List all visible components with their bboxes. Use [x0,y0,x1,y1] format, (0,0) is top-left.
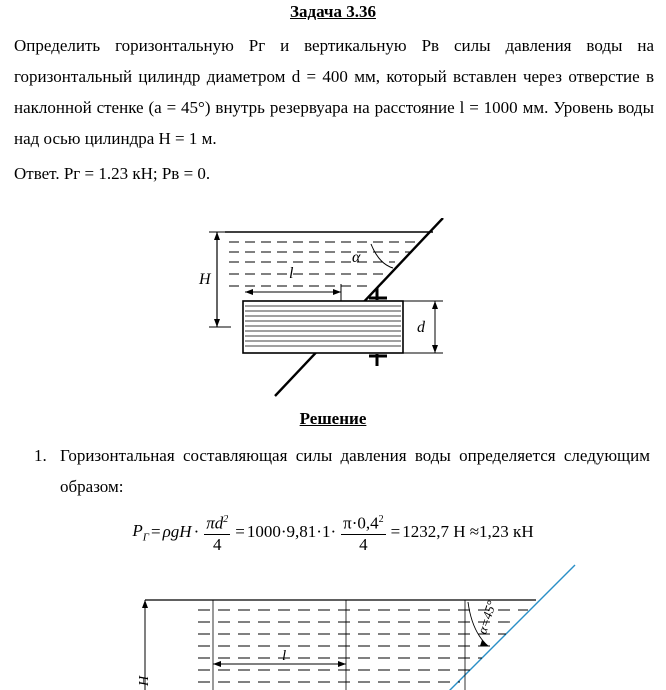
step-text: Горизонтальная составляющая силы давления воды определяется следующим образом: [60,446,650,496]
diagram1-d-label: d [417,319,425,336]
equals-sign: = [151,522,161,542]
diagram2-l-label: l [282,648,287,664]
step-number: 1. [34,446,47,465]
formula-lhs: $P_Г$ [132,521,150,544]
dot-sign: · [193,522,200,542]
problem-title: Задача 3.36 [290,2,376,21]
rho-g-h: ρgH [162,522,192,542]
formula-result: 1232,7 Н ≈1,23 кН [402,522,534,542]
equals-sign: = [235,522,245,542]
solution-step-1 [14,440,650,502]
formula-horizontal-force [0,510,666,555]
diagram1-h-label: H [199,271,211,288]
diagram1-l-label: l [289,265,294,282]
diagram2-angle-label: α=45° [474,598,500,636]
diagram1-alpha-label: α [352,249,361,266]
problem-diagram [195,218,465,403]
fraction-2: $\frac{\pi\cdot 0,4^2}{4}$ [341,510,386,555]
fraction-1: $\frac{\pi d^2}{4}$ [204,510,230,555]
solution-heading: Решение [299,409,367,428]
solution-diagram [120,560,590,690]
problem-statement: Определить горизонтальную Рг и вертикальную Рв силы давления воды на горизонтальный цилиндр диаметром d = 400 мм, который вставлен через отверстие в наклонной стенке (a = 45°) внутрь резервуара на расстояние l = 1000 мм. Уровень воды над осью цилиндра H = 1 м. [14,36,654,148]
diagram2-h-label: H [137,675,152,686]
numeric-substitution: 1000·9,81·1· [246,522,337,542]
answer-line: Ответ. Рг = 1.23 кН; Рв = 0. [14,164,211,183]
equals-sign: = [390,522,401,542]
